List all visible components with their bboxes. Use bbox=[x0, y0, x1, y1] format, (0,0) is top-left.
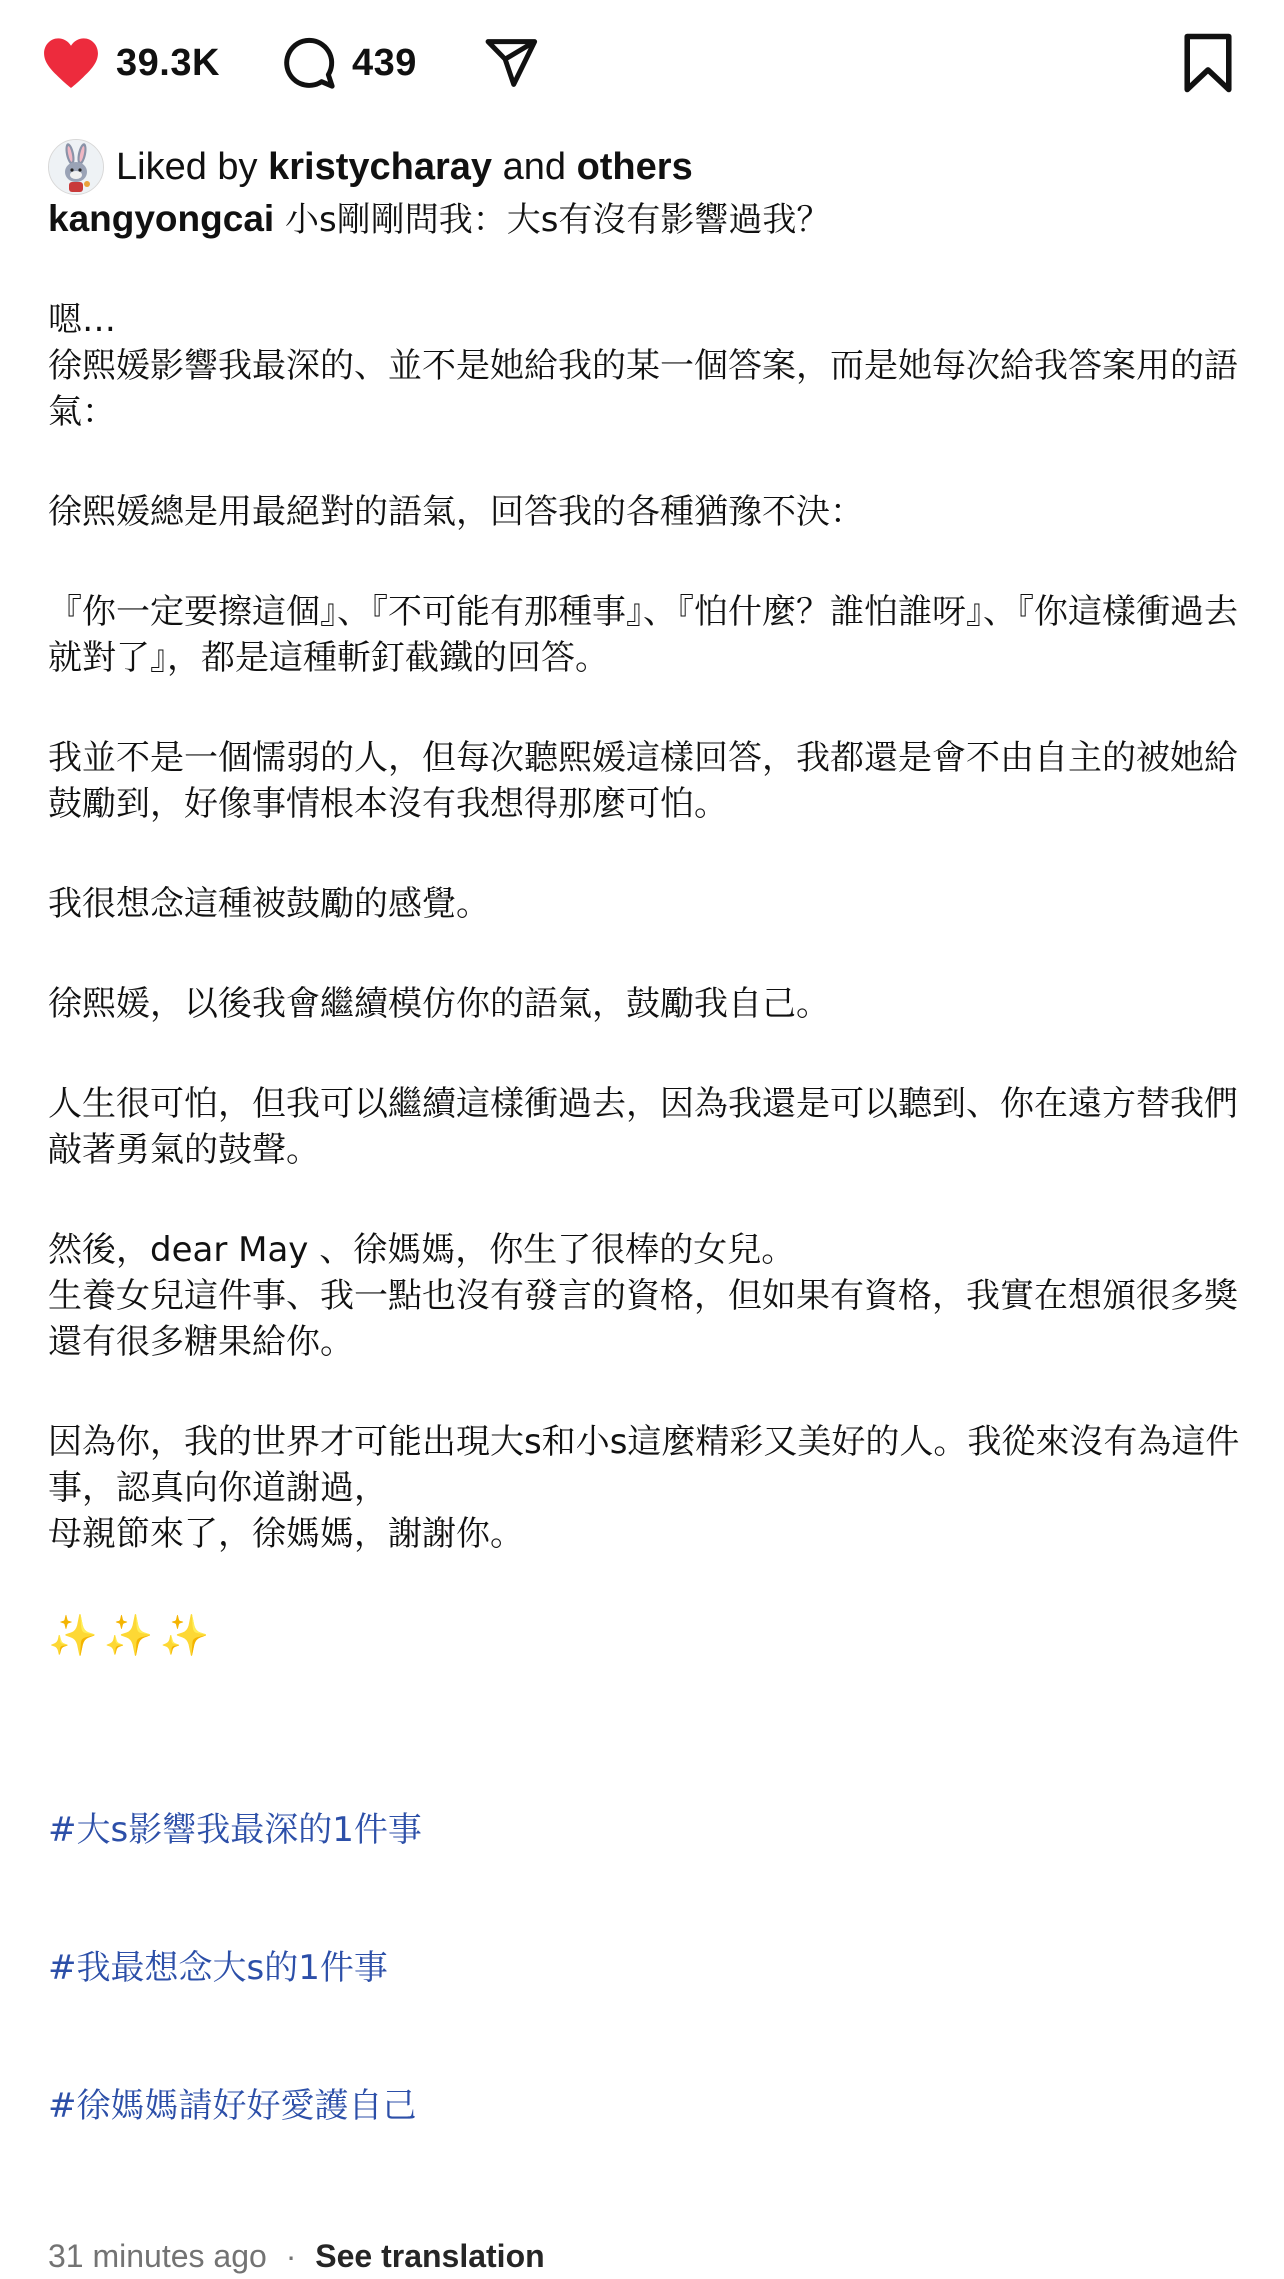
liked-by-row bbox=[48, 138, 693, 196]
caption-first-line bbox=[48, 196, 1248, 243]
comment-bubble-icon bbox=[282, 36, 336, 90]
paragraph-gap bbox=[48, 1027, 1248, 1081]
paragraph-gap bbox=[48, 827, 1248, 881]
paragraph-gap bbox=[48, 435, 1248, 489]
meta-separator: · bbox=[285, 2238, 297, 2274]
like-button[interactable] bbox=[42, 20, 220, 106]
paragraph-gap bbox=[48, 1365, 1248, 1419]
paragraph-gap bbox=[48, 243, 1248, 297]
liked-by-prefix: Liked by bbox=[116, 145, 269, 188]
caption-first-text: 小s剛剛問我：大s有沒有影響過我？ bbox=[274, 200, 831, 240]
avatar[interactable] bbox=[48, 139, 104, 195]
share-button[interactable] bbox=[484, 20, 538, 106]
liked-by-others-link[interactable]: others bbox=[576, 145, 693, 188]
paragraph-gap bbox=[48, 1557, 1248, 1613]
post-action-bar bbox=[0, 20, 1284, 106]
caption-paragraph-8: 然後，dear May 、徐媽媽，你生了很棒的女兒。 生養女兒這件事、我一點也沒有發言的資格，但如果有資格，我實在想頒很多獎還有很多糖果給你。 bbox=[48, 1230, 1238, 1362]
comment-button[interactable] bbox=[282, 20, 417, 106]
caption-paragraph-7: 人生很可怕，但我可以繼續這樣衝過去，因為我還是可以聽到、你在遠方替我們敲著勇氣的鼓聲。 bbox=[48, 1084, 1238, 1170]
hashtag-link[interactable]: #徐媽媽請好好愛護自己 bbox=[48, 2086, 417, 2126]
heart-icon bbox=[42, 37, 100, 89]
liked-by-text bbox=[116, 146, 693, 189]
caption-paragraph-1: 嗯… 徐熙媛影響我最深的、並不是她給我的某一個答案，而是她每次給我答案用的語氣： bbox=[48, 300, 1238, 432]
save-button[interactable] bbox=[1180, 20, 1236, 106]
caption-paragraph-2: 徐熙媛總是用最絕對的語氣，回答我的各種猶豫不決： bbox=[48, 492, 864, 532]
caption-paragraph-4: 我並不是一個懦弱的人，但每次聽熙媛這樣回答，我都還是會不由自主的被她給鼓勵到，好像事情根本沒有我想得那麼可怕。 bbox=[48, 738, 1238, 824]
hashtag-link[interactable]: #大s影響我最深的1件事 bbox=[48, 1810, 422, 1850]
caption-paragraph-5: 我很想念這種被鼓勵的感覺。 bbox=[48, 884, 490, 924]
bookmark-icon bbox=[1180, 33, 1236, 93]
paragraph-gap bbox=[48, 1659, 1248, 1715]
comment-count: 439 bbox=[352, 41, 417, 84]
post-meta-row bbox=[48, 2233, 1248, 2279]
see-translation-button[interactable]: See translation bbox=[315, 2238, 545, 2274]
sparkles-emoji: ✨✨✨ bbox=[48, 1613, 216, 1659]
paragraph-gap bbox=[48, 1173, 1248, 1227]
like-count: 39.3K bbox=[116, 41, 220, 84]
post-caption bbox=[48, 196, 1248, 2279]
paragraph-gap bbox=[48, 681, 1248, 735]
caption-paragraph-3: 『你一定要擦這個』、『不可能有那種事』、『怕什麼？誰怕誰呀』、『你這樣衝過去就對了』，都是這種斬釘截鐵的回答。 bbox=[48, 592, 1238, 678]
hashtag-list bbox=[48, 1715, 1248, 2221]
paragraph-gap bbox=[48, 535, 1248, 589]
paragraph-gap bbox=[48, 927, 1248, 981]
author-username-link[interactable]: kangyongcai bbox=[48, 198, 275, 239]
bunny-avatar-icon bbox=[49, 140, 103, 194]
paper-plane-icon bbox=[484, 36, 538, 90]
post-timestamp: 31 minutes ago bbox=[48, 2238, 267, 2274]
liked-by-user-link[interactable]: kristycharay bbox=[268, 145, 493, 188]
caption-paragraph-6: 徐熙媛，以後我會繼續模仿你的語氣，鼓勵我自己。 bbox=[48, 984, 830, 1024]
liked-by-middle: and bbox=[492, 145, 577, 188]
hashtag-link[interactable]: #我最想念大s的1件事 bbox=[48, 1948, 388, 1988]
caption-paragraph-9: 因為你，我的世界才可能出現大s和小s這麼精彩又美好的人。我從來沒有為這件事，認真向你道謝過， 母親節來了，徐媽媽，謝謝你。 bbox=[48, 1422, 1240, 1554]
